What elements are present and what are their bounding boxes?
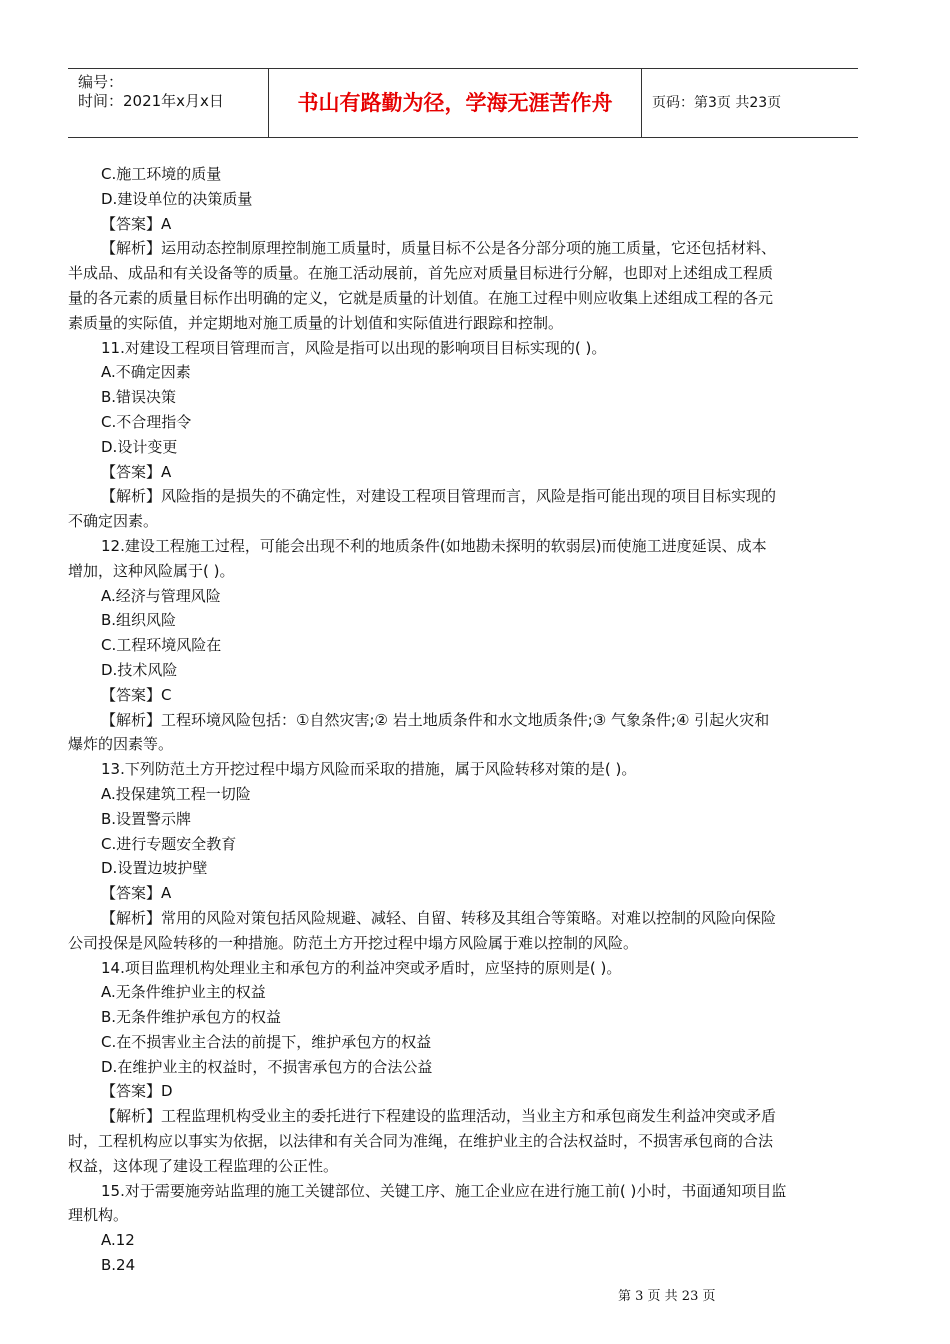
text-line: 【解析】常用的风险对策包括风险规避、减轻、自留、转移及其组合等策略。对难以控制的风险向保险 — [101, 908, 777, 927]
page-header — [68, 68, 858, 138]
text-line: 量的各元素的质量目标作出明确的定义，它就是质量的计划值。在施工过程中则应收集上述组成工程的各元 — [68, 288, 774, 307]
text-line: B.无条件维护承包方的权益 — [101, 1008, 282, 1027]
text-line: 【答案】A — [101, 214, 172, 233]
text-line: C.工程环境风险在 — [101, 636, 222, 655]
text-line: C.在不损害业主合法的前提下，维护承包方的权益 — [101, 1032, 432, 1051]
text-line: 权益，这体现了建设工程监理的公正性。 — [68, 1156, 339, 1175]
text-line: 公司投保是风险转移的一种措施。防范土方开挖过程中塌方风险属于难以控制的风险。 — [68, 933, 639, 952]
text-line: 不确定因素。 — [68, 512, 159, 531]
text-line: B.组织风险 — [101, 611, 177, 630]
header-motto-cell — [269, 69, 642, 137]
text-line: A.无条件维护业主的权益 — [101, 983, 266, 1002]
text-line: B.24 — [101, 1256, 136, 1275]
text-line: A.投保建筑工程一切险 — [101, 784, 251, 803]
text-line: 【答案】A — [101, 884, 172, 903]
text-line: 理机构。 — [68, 1206, 129, 1225]
text-line: 11.对建设工程项目管理而言，风险是指可以出现的影响项目目标实现的( )。 — [101, 338, 607, 357]
text-line: 【解析】工程环境风险包括：①自然灾害;② 岩土地质条件和水文地质条件;③ 气象条件;④ 引起火灾和 — [101, 710, 770, 729]
text-line: D.设计变更 — [101, 437, 178, 456]
text-line: D.建设单位的决策质量 — [101, 189, 253, 208]
text-line: C.施工环境的质量 — [101, 165, 222, 183]
text-line: 半成品、成品和有关设备等的质量。在施工活动展前，首先应对质量目标进行分解，也即对上述组成工程质 — [68, 264, 774, 283]
text-line: 15.对于需要施旁站监理的施工关键部位、关键工序、施工企业应在进行施工前( )小时，书面通知项目监 — [101, 1181, 787, 1200]
text-line: C.进行专题安全教育 — [101, 834, 237, 853]
page-footer: 第 3 页 共 23 页 — [618, 1289, 716, 1304]
text-line: 时，工程机构应以事实为依据，以法律和有关合同为准绳，在维护业主的合法权益时，不损害承包商的合法 — [68, 1132, 774, 1151]
text-line: A.经济与管理风险 — [101, 586, 221, 605]
header-page-cell — [642, 69, 858, 137]
text-line: 14.项目监理机构处理业主和承包方的利益冲突或矛盾时，应坚持的原则是( )。 — [101, 958, 622, 977]
time-label: 时间：2021年x月x日 — [78, 92, 224, 110]
text-line: 【答案】A — [101, 462, 172, 481]
text-line: 【解析】运用动态控制原理控制施工质量时，质量目标不公是各分部分项的施工质量，它还包括材料、 — [101, 239, 777, 258]
text-line: 爆炸的因素等。 — [68, 735, 174, 754]
text-line: 【解析】风险指的是损失的不确定性，对建设工程项目管理而言，风险是指可能出现的项目目标实现的 — [101, 487, 777, 506]
header-meta-cell — [68, 69, 269, 137]
text-line: A.不确定因素 — [101, 363, 191, 382]
text-line: 【答案】C — [101, 685, 172, 704]
text-line: B.设置警示牌 — [101, 809, 192, 828]
text-line: 12.建设工程施工过程，可能会出现不利的地质条件(如地勘未探明的软弱层)而使施工进度延误、成本 — [101, 536, 767, 555]
text-line: 素质量的实际值，并定期地对施工质量的计划值和实际值进行跟踪和控制。 — [68, 313, 564, 332]
document-body — [68, 162, 858, 1278]
text-line: 13.下列防范土方开挖过程中塌方风险而采取的措施，属于风险转移对策的是( )。 — [101, 760, 637, 779]
text-line: A.12 — [101, 1231, 135, 1250]
text-line: C.不合理指令 — [101, 412, 192, 431]
text-line: D.设置边坡护壁 — [101, 859, 208, 878]
text-line: D.技术风险 — [101, 660, 178, 679]
motto-text: 书山有路勤为径，学海无涯苦作舟 — [297, 91, 613, 115]
text-line: D.在维护业主的权益时，不损害承包方的合法公益 — [101, 1057, 433, 1076]
text-line: B.错误决策 — [101, 388, 177, 407]
text-line: 增加，这种风险属于( )。 — [68, 561, 235, 580]
header-page-info: 页码：第3页 共23页 — [652, 95, 782, 111]
serial-label: 编号： — [78, 73, 124, 91]
text-line: 【解析】工程监理机构受业主的委托进行下程建设的监理活动，当业主方和承包商发生利益冲突或矛盾 — [101, 1107, 777, 1126]
text-line: 【答案】D — [101, 1082, 173, 1101]
